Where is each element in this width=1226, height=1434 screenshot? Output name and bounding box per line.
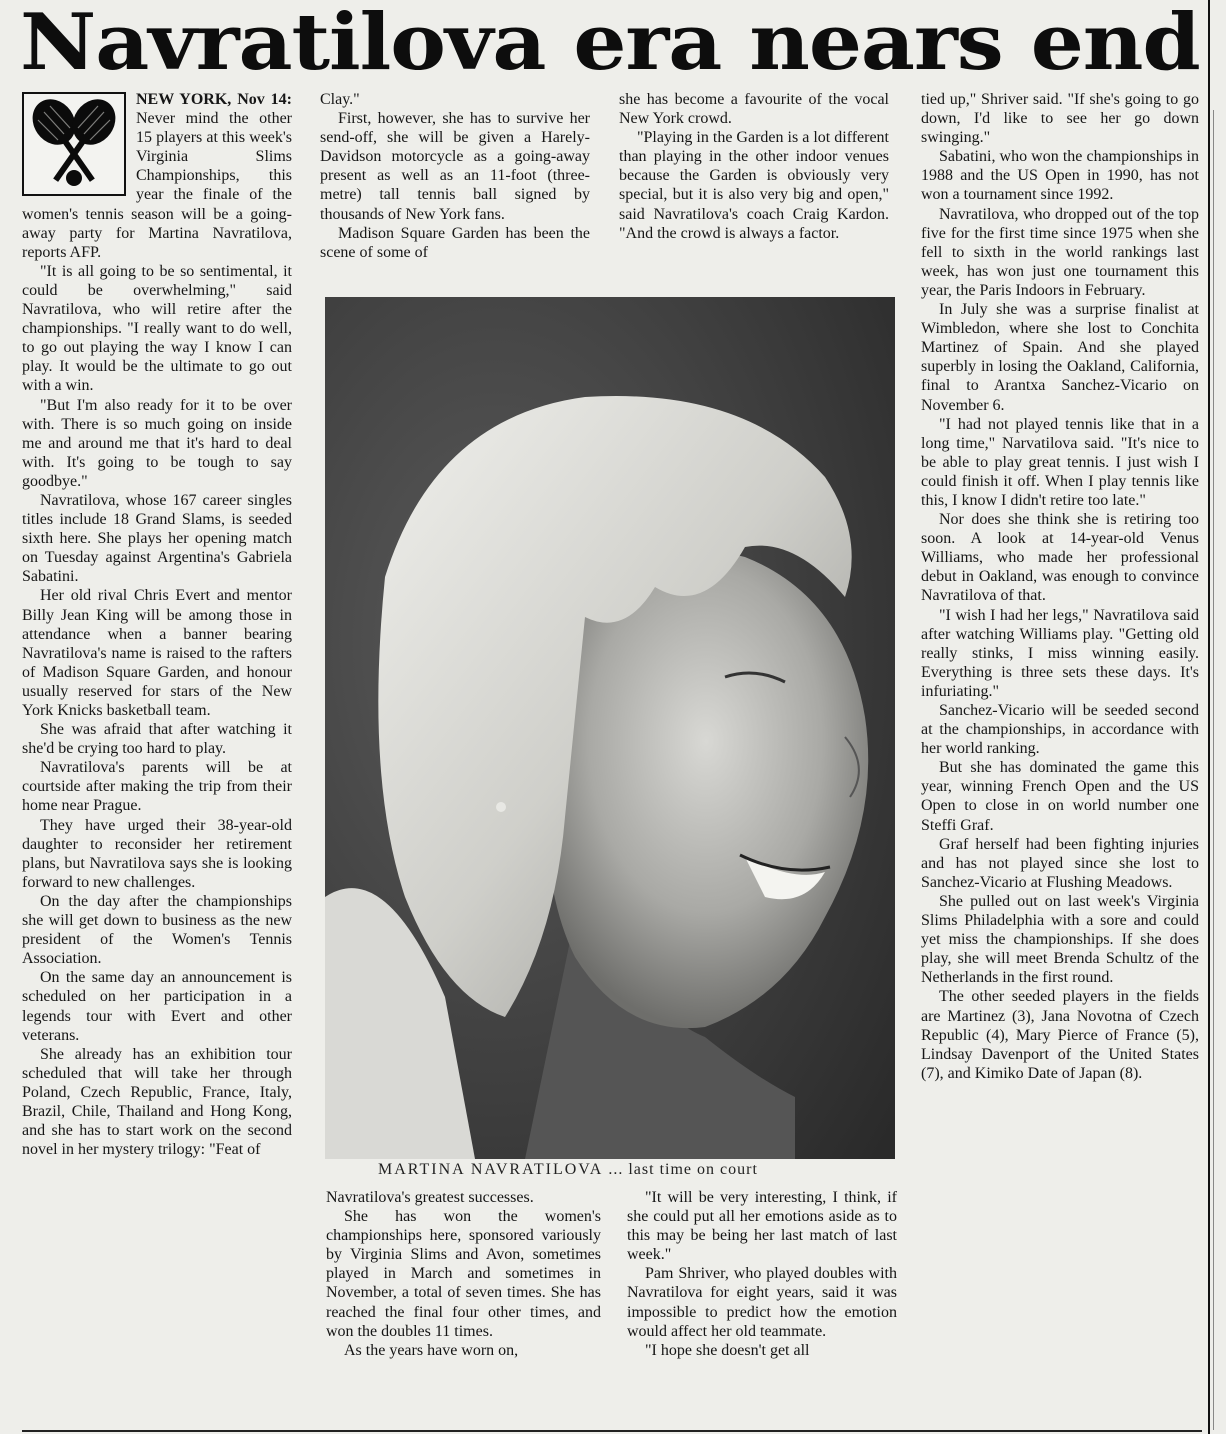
paragraph: tied up," Shriver said. "If she's going to go down, I'd like to see her go down swinging." xyxy=(921,91,1199,147)
paragraph: "I wish I had her legs," Navratilova said after watching Williams play. "Getting old really stinks, I miss winning easily. Everything is three sets these days. It's infuriating." xyxy=(921,606,1199,700)
caption-name: MARTINA NAVRATILOVA xyxy=(378,1161,604,1178)
paragraph: Navratilova, whose 167 career singles titles include 18 Grand Slams, is seeded sixth here. She plays her opening match on Tuesday against Argentina's Gabriela Sabatini. xyxy=(22,491,292,586)
paragraph: She has won the women's championships here, sponsored variously by Virginia Slims and Avon, sometimes played in March and sometimes in November, a total of seven times. She has reached the final four other times, and won the doubles 11 times. xyxy=(326,1208,601,1340)
portrait-photo xyxy=(325,297,895,1159)
headline: Navratilova era nears end xyxy=(20,0,1200,88)
paragraph: But she has dominated the game this year, winning French Open and the US Open to close in on world number one Steffi Graf. xyxy=(921,759,1199,834)
dateline: NEW YORK, Nov 14: xyxy=(136,91,292,108)
paragraph: Pam Shriver, who played doubles with Navratilova for eight years, said it was impossible to predict how the emotion would affect her old teammate. xyxy=(627,1265,897,1340)
paragraph: Graf herself had been fighting injuries and has not played since she lost to Sanchez-Vicario at Flushing Meadows. xyxy=(921,835,1199,891)
paragraph: Navratilova's parents will be at courtside after making the trip from their home near Prague. xyxy=(22,759,292,815)
paragraph: The other seeded players in the fields are Martinez (3), Jana Novotna of Czech Republic (4), Mary Pierce of France (5), Lindsay Davenport of the United States (7), and Kimiko Date of Japan (8). xyxy=(921,988,1199,1082)
paragraph: As the years have worn on, xyxy=(344,1341,519,1359)
column-rule xyxy=(1208,0,1210,1434)
lead-paragraph: NEW YORK, Nov 14: Never mind the other 15 players at this week's Virginia Slims Championships, this year the finale of the women's tennis season will be a going-away party for Martina Navratilova, reports AFP. xyxy=(22,91,292,261)
photo-caption xyxy=(378,1161,878,1179)
paragraph: In July she was a surprise finalist at Wimbledon, where she lost to Conchita Martinez of Spain. And she played superbly in losing the Oakland, California, final to Arantxa Sanchez-Vicario on November 6. xyxy=(921,301,1199,414)
article-column-2-bottom xyxy=(326,1188,601,1360)
paragraph: They have urged their 38-year-old daughter to reconsider her retirement plans, but Navratilova says she is looking forward to new challenges. xyxy=(22,816,292,891)
paragraph: Sanchez-Vicario will be seeded second at the championships, in accordance with her world ranking. xyxy=(921,702,1199,758)
caption-text: ... last time on court xyxy=(608,1161,758,1178)
paragraph: Nor does she think she is retiring too soon. A look at 14-year-old Venus Williams, who made her professional debut in Oakland, was enough to convince Navratilova of that. xyxy=(921,511,1199,605)
column-rule xyxy=(1213,110,1214,1430)
paragraph: On the same day an announcement is scheduled on her participation in a legends tour with Evert and other veterans. xyxy=(22,969,292,1044)
paragraph: On the day after the championships she will get down to business as the new president of the Women's Tennis Association. xyxy=(22,892,292,968)
paragraph: "Playing in the Garden is a lot different than playing in the other indoor venues because the Garden is obviously very special, but it is also very big and open," said Navratilova's coach Craig Kardon. "And the crowd is always a factor. xyxy=(619,129,889,242)
article-column-1 xyxy=(22,90,292,1159)
paragraph: Clay." xyxy=(320,91,360,108)
paragraph: she has become a favourite of the vocal New York crowd. xyxy=(619,91,889,128)
paragraph: "It is all going to be so sentimental, it could be overwhelming," said Navratilova, who will retire after the championships. "I really want to do well, to go out playing the way I know I can play. It would be the ultimate to go out with a win. xyxy=(22,262,292,395)
article-column-4 xyxy=(921,90,1199,1083)
paragraph: First, however, she has to survive her send-off, she will be given a Harely-Davidson motorcycle as a going-away present as well as an 11-foot (three-metre) tall tennis ball signed by thousands of New York fans. xyxy=(320,110,590,223)
paragraph: Madison Square Garden has been the scene of some of xyxy=(320,224,590,261)
paragraph: She pulled out on last week's Virginia Slims Philadelphia with a sore and could yet miss the championships. If she does play, she will meet Brenda Schultz of the Netherlands in the first round. xyxy=(921,892,1199,987)
article-column-3-top xyxy=(619,90,889,295)
paragraph: "But I'm also ready for it to be over with. There is so much going on inside me and around me that it's hard to deal with. It's going to be tough to say goodbye." xyxy=(22,396,292,490)
article-column-2-top xyxy=(320,90,590,295)
bottom-rule xyxy=(22,1430,1202,1432)
paragraph: She already has an exhibition tour scheduled that will take her through Poland, Czech Republic, France, Italy, Brazil, Chile, Thailand and Hong Kong, and she has to start work on the second novel in her mystery trilogy: "Feat of xyxy=(22,1045,292,1159)
paragraph: Navratilova, who dropped out of the top five for the first time since 1975 when she fell to sixth in the world rankings last week, has won just one tournament this year, the Paris Indoors in February. xyxy=(921,205,1199,299)
paragraph: Sabatini, who won the championships in 1988 and the US Open in 1990, has not won a tournament since 1992. xyxy=(921,148,1199,204)
article-column-3-bottom xyxy=(627,1188,897,1360)
paragraph: Navratilova's greatest successes. xyxy=(326,1189,534,1206)
paragraph: She was afraid that after watching it she'd be crying too hard to play. xyxy=(22,721,292,758)
paragraph: "I hope she doesn't get all xyxy=(645,1341,810,1359)
paragraph: "I had not played tennis like that in a long time," Narvatilova said. "It's nice to be able to play great tennis. I just wish I could finish it off. When I play tennis like this, I know I didn't retire too late." xyxy=(921,415,1199,509)
paragraph: "It will be very interesting, I think, if she could put all her emotions aside as to this may be being her last match of last week." xyxy=(627,1189,897,1264)
paragraph: Her old rival Chris Evert and mentor Billy Jean King will be among those in attendance when a banner bearing Navratilova's name is raised to the rafters of Madison Square Garden, and honour usually reserved for stars of the New York Knicks basketball team. xyxy=(22,587,292,719)
crossed-tennis-rackets-icon xyxy=(22,92,126,196)
